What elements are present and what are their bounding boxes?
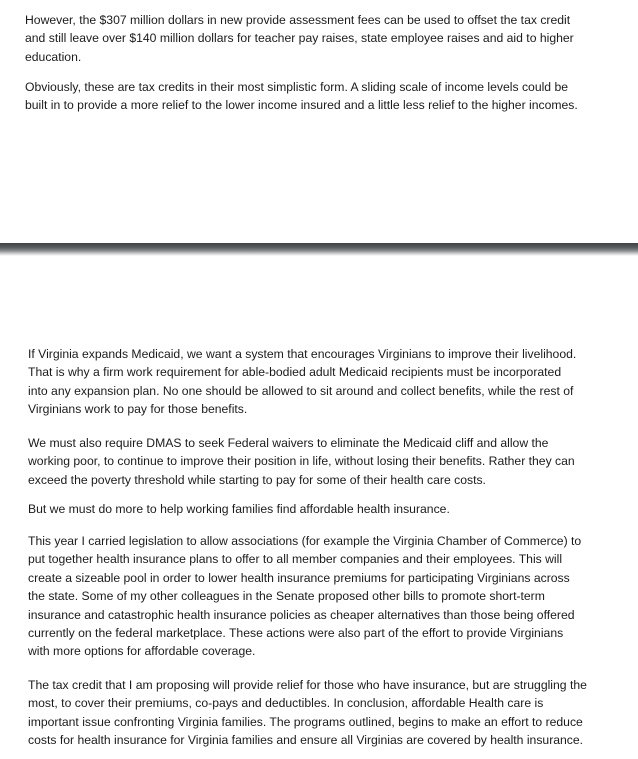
paragraph-working-families [28,500,450,518]
text-line: the state. Some of my other colleagues in the Senate proposed other bills to promote short-term [28,589,545,604]
text-line: education. [25,49,82,64]
paragraph-conclusion [28,676,587,750]
paragraph-sliding-scale [25,78,578,115]
text-line: costs for health insurance for Virginia families and ensure all Virginias are covered by health insurance. [28,733,584,748]
text-line: with more options for affordable coverage. [28,644,256,659]
paragraph-tax-credit-offset [25,11,574,66]
text-line: put together health insurance plans to offer to all member companies and their employees. This will [28,552,563,567]
text-line: However, the $307 million dollars in new provide assessment fees can be used to offset the tax credit [25,13,571,27]
text-line: into any expansion plan. No one should be allowed to sit around and collect benefits, while the rest of [28,383,574,398]
text-line: If Virginia expands Medicaid, we want a system that encourages Virginians to improve their livelihood. [28,347,577,361]
text-line: That is why a firm work requirement for able-bodied adult Medicaid recipients must be incorporated [28,365,562,380]
text-line: We must also require DMAS to seek Federal waivers to eliminate the Medicaid cliff and allow the [28,436,549,450]
text-line: built in to provide a more relief to the lower income insured and a little less relief to the higher incomes. [25,98,578,113]
page-break-divider [0,243,638,256]
text-line: But we must do more to help working families find affordable health insurance. [28,502,450,516]
text-line: most, to cover their premiums, co-pays and deductibles. In conclusion, affordable Health care is [28,696,544,711]
text-line: important issue confronting Virginia families. The programs outlined, begins to make an effort to reduce [28,714,583,729]
text-line: currently on the federal marketplace. These actions were also part of the effort to provide Virginians [28,626,564,641]
text-line: and still leave over $140 million dollars for teacher pay raises, state employee raises and aid to higher [25,31,574,46]
text-line: The tax credit that I am proposing will provide relief for those who have insurance, but are struggling the [28,678,587,692]
text-line: Virginians work to pay for those benefits. [28,402,248,417]
text-line: insurance and catastrophic health insurance policies as cheaper alternatives than those being offered [28,607,575,622]
paragraph-medicaid-work-requirement [28,345,576,419]
text-line: This year I carried legislation to allow associations (for example the Virginia Chamber of Commerce) to [28,534,582,548]
document-page-top [0,0,638,243]
text-line: Obviously, these are tax credits in their most simplistic form. A sliding scale of income levels could be [25,80,569,94]
text-line: exceed the poverty threshold while starting to pay for some of their health care costs. [28,472,486,487]
paragraph-federal-waivers [28,434,575,489]
text-line: working poor, to continue to improve their position in life, without losing their benefits. Rather they can [28,454,575,469]
document-page-bottom [0,256,638,759]
paragraph-association-health-plans [28,532,581,661]
text-line: create a sizeable pool in order to lower health insurance premiums for participating Virginians across [28,570,570,585]
